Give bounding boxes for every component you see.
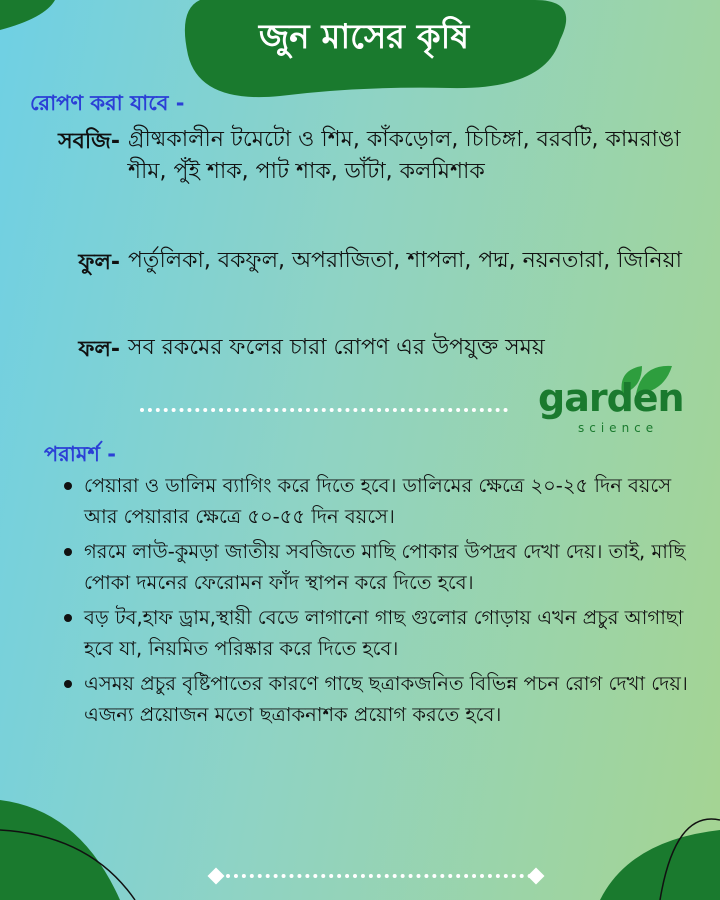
crop-text: সব রকমের ফলের চারা রোপণ এর উপযুক্ত সময় <box>128 335 545 360</box>
bullet-icon <box>64 614 72 622</box>
decor-bottom-right <box>590 800 720 900</box>
logo-word: garden <box>538 376 684 420</box>
crop-row-flowers <box>22 245 692 282</box>
garden-science-logo <box>534 362 694 442</box>
list-item <box>60 602 690 664</box>
dotted-divider <box>140 408 508 412</box>
decor-top-left <box>0 0 60 40</box>
advice-heading: পরামর্শ - <box>44 442 117 466</box>
list-item <box>60 470 690 532</box>
advice-text: বড় টব,হাফ ড্রাম,স্থায়ী বেডে লাগানো গাছ গুলোর গোড়ায় এখন প্রচুর আগাছা হবে যা, নিয়মিত পরিষ্কার করে দিতে হবে। <box>84 606 684 660</box>
page-title: জুন মাসের কৃষি <box>258 16 470 57</box>
bottom-dotted-divider <box>226 874 532 878</box>
title-banner <box>184 0 544 78</box>
advice-text: এসময় প্রচুর বৃষ্টিপাতের কারণে গাছে ছত্রাকজনিত বিভিন্ন পচন রোগ দেখা দেয়। এজন্য প্রয়োজন মতো ছত্রাকনাশক প্রয়োগ করতে হবে। <box>84 672 688 726</box>
advice-text: পেয়ারা ও ডালিম ব্যাগিং করে দিতে হবে। ডালিমের ক্ষেত্রে ২০-২৫ দিন বয়সে আর পেয়ারার ক্ষেত্রে ৫০-৫৫ দিন বয়সে। <box>84 474 672 528</box>
planting-heading: রোপণ করা যাবে - <box>30 91 185 115</box>
crop-text: পর্তুলিকা, বকফুল, অপরাজিতা, শাপলা, পদ্ম, নয়নতারা, জিনিয়া <box>128 248 682 273</box>
crop-label: ফল- <box>78 337 120 362</box>
list-item <box>60 536 690 598</box>
bullet-icon <box>64 482 72 490</box>
crop-label: ফুল- <box>78 250 120 275</box>
crop-text: গ্রীষ্মকালীন টমেটো ও শিম, কাঁকড়োল, চিচিঙ্গা, বরবটি, কামরাঙা শীম, পুঁই শাক, পাট শাক, ডাঁটা, কলমিশাক <box>128 127 681 184</box>
crop-label: সবজি- <box>58 129 120 154</box>
advice-text: গরমে লাউ-কুমড়া জাতীয় সবজিতে মাছি পোকার উপদ্রব দেখা দেয়। তাই, মাছি পোকা দমনের ফেরোমন ফাঁদ স্থাপন করে দিতে হবে। <box>84 540 686 594</box>
logo-subtitle: science <box>578 421 659 435</box>
bullet-icon <box>64 548 72 556</box>
decor-bottom-left <box>0 790 140 900</box>
crop-row-vegetables <box>22 124 692 188</box>
list-item <box>60 668 690 730</box>
advice-list <box>60 470 690 734</box>
bullet-icon <box>64 680 72 688</box>
